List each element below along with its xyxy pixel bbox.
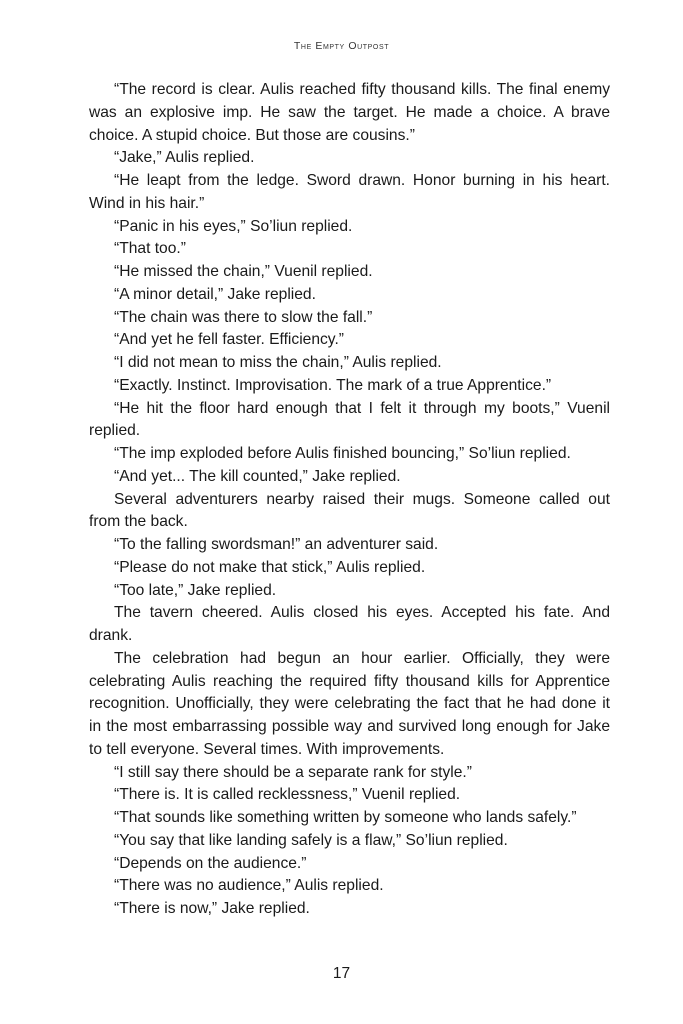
page-number: 17 [332, 965, 351, 982]
paragraph: “Jake,” Aulis replied. [114, 149, 255, 167]
paragraph: “You say that like landing safely is a flaw,” So’liun replied. [114, 831, 508, 849]
paragraph: “Depends on the audience.” [114, 854, 307, 872]
paragraph: The celebration had begun an hour earlier. Officially, they were celebrating Aulis reaching the required fifty thousand kills for Apprentice recognition. Unofficially, they were celebrating the fact that he had done it in the most embarrassing possible way and survived long enough for Jake to tell everyone. Several times. With improvements. [89, 649, 610, 758]
paragraph: “To the falling swordsman!” an adventurer said. [114, 536, 439, 553]
paragraph: Several adventurers nearby raised their mugs. Someone called out from the back. [89, 490, 610, 531]
paragraph: “Exactly. Instinct. Improvisation. The mark of a true Apprentice.” [114, 376, 552, 394]
paragraph: “I did not mean to miss the chain,” Aulis replied. [114, 354, 442, 371]
paragraph: “That too.” [114, 240, 186, 258]
paragraph: The tavern cheered. Aulis closed his eyes. Accepted his fate. And drank. [89, 604, 610, 644]
paragraph: “And yet he fell faster. Efficiency.” [114, 331, 344, 349]
paragraph: “Panic in his eyes,” So’liun replied. [114, 217, 353, 235]
paragraph: “He leapt from the ledge. Sword drawn. Honor burning in his heart. Wind in his hair.” [89, 172, 610, 212]
paragraph: “He hit the floor hard enough that I felt it through my boots,” Vuenil replied. [89, 399, 610, 440]
paragraph: “I still say there should be a separate rank for style.” [114, 763, 472, 781]
paragraph: “And yet... The kill counted,” Jake replied. [114, 467, 401, 485]
paragraph: “A minor detail,” Jake replied. [114, 285, 316, 303]
paragraph: “The imp exploded before Aulis finished bouncing,” So’liun replied. [114, 445, 571, 462]
paragraph: “The record is clear. Aulis reached fifty thousand kills. The final enemy was an explosive imp. He saw the target. He made a choice. A brave choice. A stupid choice. But those are cousins.” [89, 81, 610, 144]
paragraph: “There was no audience,” Aulis replied. [114, 877, 384, 895]
paragraph: “That sounds like something written by someone who lands safely.” [114, 809, 577, 826]
body-text [89, 79, 610, 921]
paragraph: “The chain was there to slow the fall.” [114, 308, 373, 326]
paragraph: “There is now,” Jake replied. [114, 900, 310, 917]
paragraph: “There is. It is called recklessness,” Vuenil replied. [114, 786, 461, 804]
paragraph: “Please do not make that stick,” Aulis replied. [114, 558, 426, 576]
paragraph: “Too late,” Jake replied. [114, 581, 277, 599]
running-head: The Empty Outpost [293, 40, 390, 52]
paragraph: “He missed the chain,” Vuenil replied. [114, 263, 373, 280]
